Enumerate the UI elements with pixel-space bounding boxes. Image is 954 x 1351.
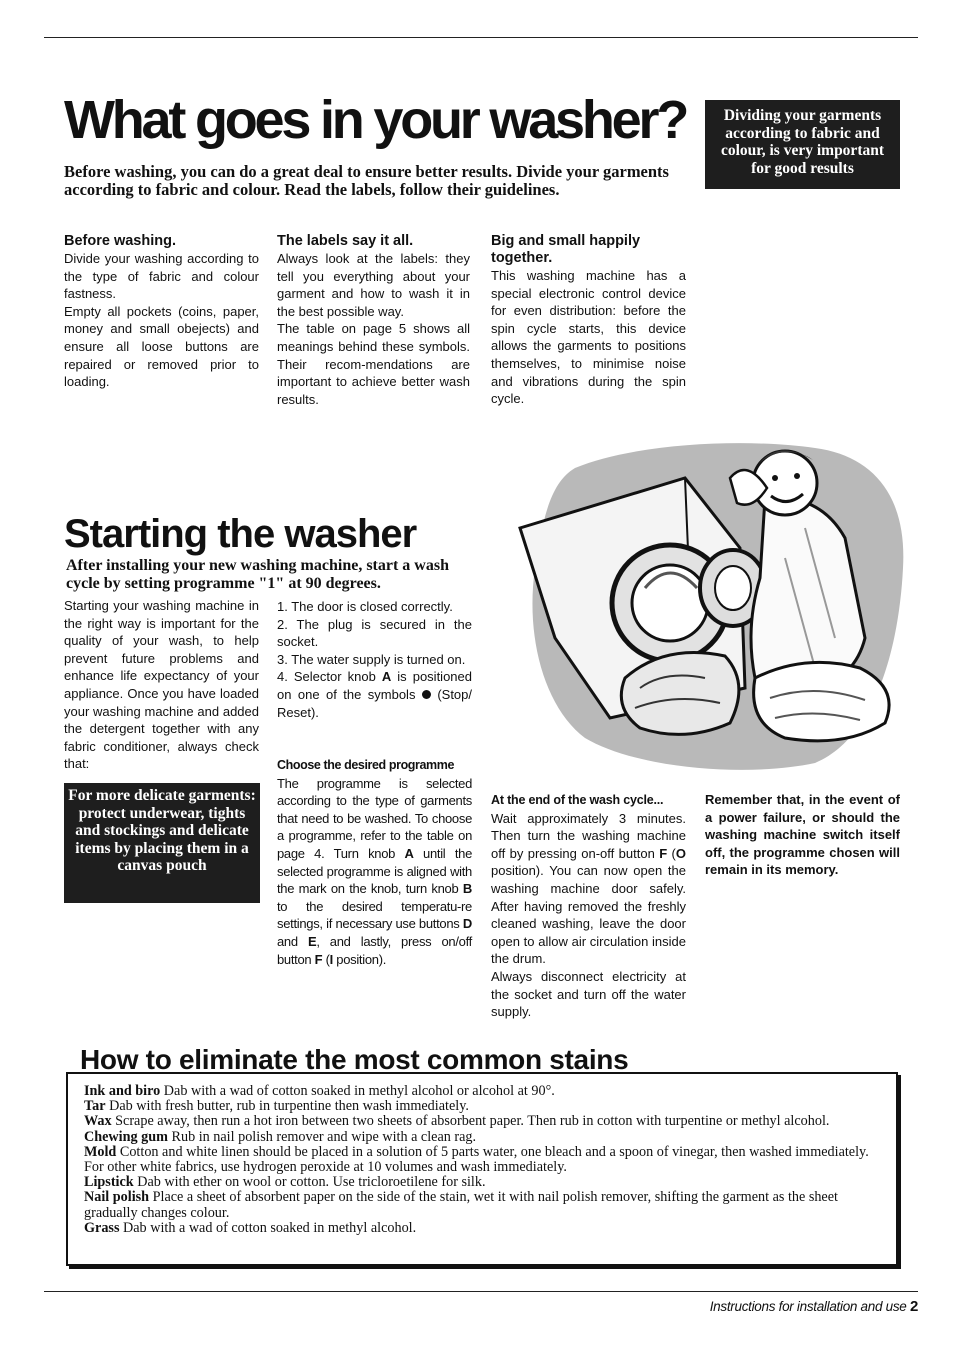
stain-name: Grass [84,1219,120,1236]
power-failure-note: Remember that, in the event of a power failure, or should the washing machine switch itself off, the programme chosen will remain in its memory. [705,792,900,878]
column-heading: Before washing. [64,233,176,249]
button-letter: F [659,845,668,861]
list-item: 2. The plug is secured in the socket. [277,616,472,650]
text-run: to the desired temperatu-re settings, if necessary use buttons [277,898,472,932]
starting-paragraph: Starting your washing machine in the right way is important for the quality of your wash, to help prevent future problems and enhance life expectancy of your appliance. Once you have loaded your washing machine and added the detergent together with any fabric conditioner, always check that: [64,598,259,772]
footer-text: Instructions for installation and use [709,1299,910,1314]
button-letter: D [462,916,472,932]
page-title: What goes in your washer? [64,90,687,150]
text-run: (Stop/ Reset). [277,686,473,720]
laundry-pile [754,662,889,740]
paragraph: Empty all pockets (coins, paper, money and small obejects) and ensure all loose buttons are repaired or removed prior to loading. [64,303,259,390]
stains-box [66,1072,898,1266]
end-cycle-heading: At the end of the wash cycle... [491,793,664,807]
paragraph: This washing machine has a special electronic control device for even distribution: before the spin cycle starts, this device allows the garments to positions themselves, to minimise noise and vibrations during the spin cycle. [491,268,686,407]
stop-reset-symbol-icon [422,690,431,699]
text-run: ( [667,845,676,861]
knob-letter: A [381,669,392,685]
text-run: ( [322,951,330,967]
stain-item [84,1084,880,1099]
button-letter: E [307,933,317,949]
text-run: , and lastly, press on/off button [277,933,472,967]
paragraph: Divide your washing according to the type of fabric and colour fastness. [64,251,259,302]
starting-title: Starting the washer [64,512,417,556]
stain-text: Rub in nail polish remover and wipe with a clean rag. [167,1128,477,1145]
stain-item [84,1190,880,1220]
stain-text: Cotton and white linen should be placed in a solution of 5 parts water, one bleach and a spoon of vinegar, then washed immediately. For other white fabrics, use hydrogen peroxide at 10 volumes and wash immediately. [84,1143,869,1176]
stain-name: Tar [84,1098,106,1115]
stain-item [84,1099,880,1114]
stain-item [84,1175,880,1190]
paragraph: Always look at the labels: they tell you everything about your garment and how to wash it in the best possible way. [277,251,470,319]
stain-text: Dab with a wad of cotton soaked in methyl alcohol. [119,1219,417,1236]
stain-item [84,1145,880,1175]
check-list [277,598,472,721]
column-heading: The labels say it all. [277,233,414,249]
column-before-washing [64,233,259,391]
list-item [277,668,472,721]
position-letter: O [675,845,687,861]
paragraph: The table on page 5 shows all meanings behind these symbols. Their recom-mendations are important to achieve better wash results. [277,321,470,407]
choose-programme [277,757,472,968]
intro-text: Before washing, you can do a great deal to ensure better results. Divide your garments according to fabric and colour. Read the labels, follow their guidelines. [64,162,669,199]
text-run: and [277,933,308,949]
list-item: 1. The door is closed correctly. [277,599,453,614]
position-letter: I [329,951,333,967]
end-of-cycle [491,792,686,1021]
column-body [277,250,470,408]
knob-letter: B [462,881,472,897]
stain-text: Dab with ether on wool or cotton. Use tricloroetilene for silk. [133,1174,486,1191]
list-item: 3. The water supply is turned on. [277,651,466,667]
column-body [64,250,259,391]
stain-item [84,1221,880,1236]
choose-heading: Choose the desired programme [277,758,455,772]
text-run: until the selected programme is aligned with the mark on the knob, turn knob [277,845,472,897]
bottom-rule [44,1291,918,1292]
column-heading: Big and small happily together. [491,233,641,266]
stain-name: Chewing gum [84,1128,168,1145]
stain-name: Ink and biro [84,1083,161,1099]
callout-dividing-garments: Dividing your garments according to fabric and colour, is very important for good results [705,100,900,189]
stains-title: How to eliminate the most common stains [80,1044,629,1075]
button-letter: F [314,951,323,967]
text-run: is positioned on one of the symbols [277,669,472,702]
stain-name: Wax [84,1113,112,1130]
washing-man-illustration [515,438,910,773]
text-run: position). You can now open the washing machine door safely. After having removed the freshly cleaned washing, leave the door open to allow air circulation inside the drum. [491,863,686,967]
stain-name: Lipstick [84,1174,134,1191]
paragraph [491,810,686,968]
column-labels [277,233,470,408]
page-number: 2 [909,1298,918,1315]
stain-item [84,1130,880,1145]
stain-name: Nail polish [84,1189,150,1206]
stain-name: Mold [84,1143,117,1160]
choose-body [277,775,472,969]
starting-lead: After installing your new washing machine, start a wash cycle by setting programme "1" at 90 degrees. [66,557,449,592]
stain-text: Dab with fresh butter, rub in turpentine then wash immediately. [105,1098,469,1115]
page-footer [710,1298,918,1315]
text-run: position). [332,951,387,967]
text-run: Wait approximately 3 minutes. Then turn the washing machine off by pressing on-off button [491,810,686,861]
callout-delicate-garments: For more delicate garments: protect underwear, tights and stockings and delicate items by placing them in a canvas pouch [64,783,260,903]
top-rule [44,37,918,38]
column-big-and-small [491,233,686,408]
text-run: The programme is selected according to the type of garments that need to be washed. To choose a programme, refer to the table on page 4. Turn knob [277,775,472,861]
text-run: 4. Selector knob [277,669,382,685]
knob-letter: A [404,845,414,861]
paragraph: Always disconnect electricity at the socket and turn off the water supply. [491,968,686,1020]
stain-text: Place a sheet of absorbent paper on the side of the stain, wet it with nail polish remover, shifting the garment as the sheet gradually changes colour. [84,1189,838,1221]
stain-item [84,1114,880,1129]
column-body [491,267,686,408]
stain-text: Dab with a wad of cotton soaked in methyl alcohol or alcohol at 90°. [160,1083,555,1099]
stain-text: Scrape away, then run a hot iron between two sheets of absorbent paper. Then rub in cotton with turpentine or methyl alcohol. [111,1113,830,1130]
end-cycle-body [491,810,686,1021]
